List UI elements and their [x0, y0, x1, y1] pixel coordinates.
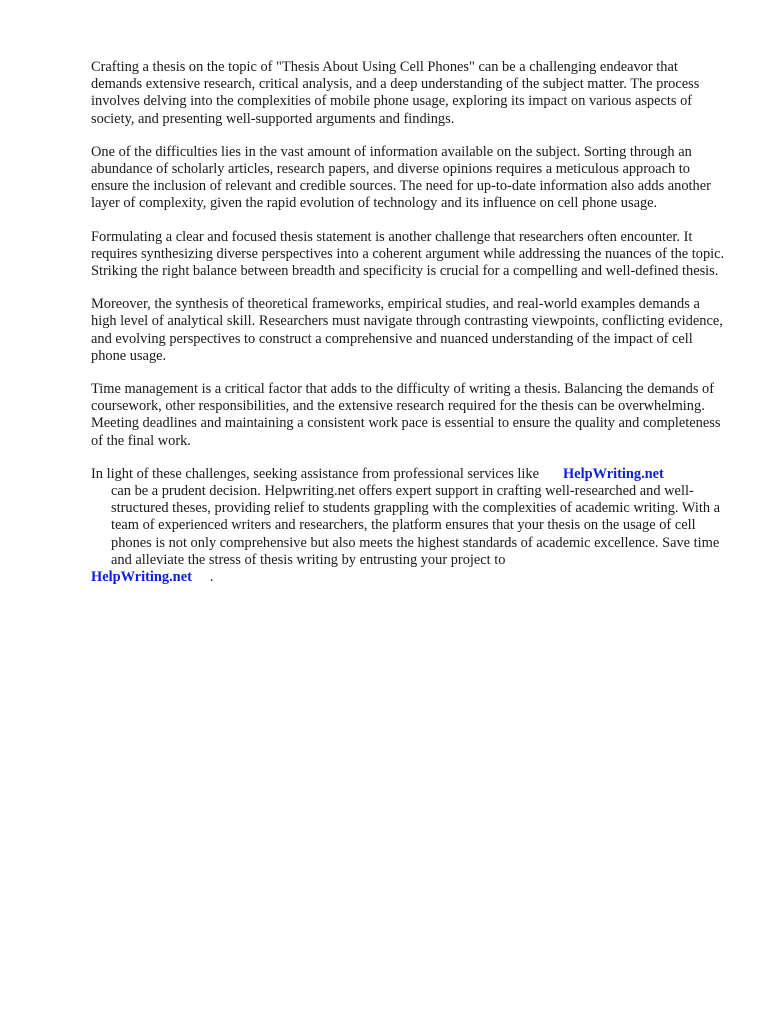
- helpwriting-link-inline[interactable]: HelpWriting.net: [562, 465, 664, 482]
- document-body: [91, 59, 727, 602]
- paragraph-intro: Crafting a thesis on the topic of "Thesis About Using Cell Phones" can be a challenging endeavor that demands extensive research, critical analysis, and a deep understanding of the subject matter. The process involves delving into the complexities of mobile phone usage, exploring its impact on various aspects of society, and presenting well-supported arguments and findings.: [91, 59, 700, 127]
- paragraph-time-management: Time management is a critical factor that adds to the difficulty of writing a thesis. Balancing the demands of coursework, other responsibilities, and the extensive research required for the thesis can be overwhelming. Meeting deadlines and maintaining a consistent work pace is essential to ensure the quality and completeness of the final work.: [91, 381, 721, 449]
- paragraph-assistance: [91, 466, 727, 586]
- assistance-trailing-period: .: [209, 569, 214, 586]
- assistance-lead-text: In light of these challenges, seeking assistance from professional services like: [91, 465, 539, 482]
- paragraph-information: One of the difficulties lies in the vast amount of information available on the subject. Sorting through an abundance of scholarly articles, research papers, and diverse opinions requires a meticulous approach to ensure the inclusion of relevant and credible sources. The need for up-to-date information also adds another layer of complexity, given the rapid evolution of technology and its influence on cell phone usage.: [91, 143, 711, 212]
- helpwriting-link-final[interactable]: HelpWriting.net: [91, 569, 192, 586]
- assistance-body-text: can be a prudent decision. Helpwriting.net offers expert support in crafting well-researched and well-structured theses, providing relief to students grappling with the complexities of academic writing. With a team of experienced writers and researchers, the platform ensures that your thesis on the usage of cell phones is not only comprehensive but also meets the highest standards of academic excellence. Save time and alleviate the stress of thesis writing by entrusting your project to: [111, 483, 721, 568]
- paragraph-synthesis: Moreover, the synthesis of theoretical frameworks, empirical studies, and real-world examples demands a high level of analytical skill. Researchers must navigate through contrasting viewpoints, conflicting evidence, and evolving perspectives to construct a comprehensive and nuanced understanding of the impact of cell phone usage.: [91, 296, 723, 364]
- paragraph-thesis-statement: Formulating a clear and focused thesis statement is another challenge that researchers often encounter. It requires synthesizing diverse perspectives into a coherent argument while addressing the nuances of the topic. Striking the right balance between breadth and specificity is crucial for a compelling and well-defined thesis.: [91, 228, 725, 280]
